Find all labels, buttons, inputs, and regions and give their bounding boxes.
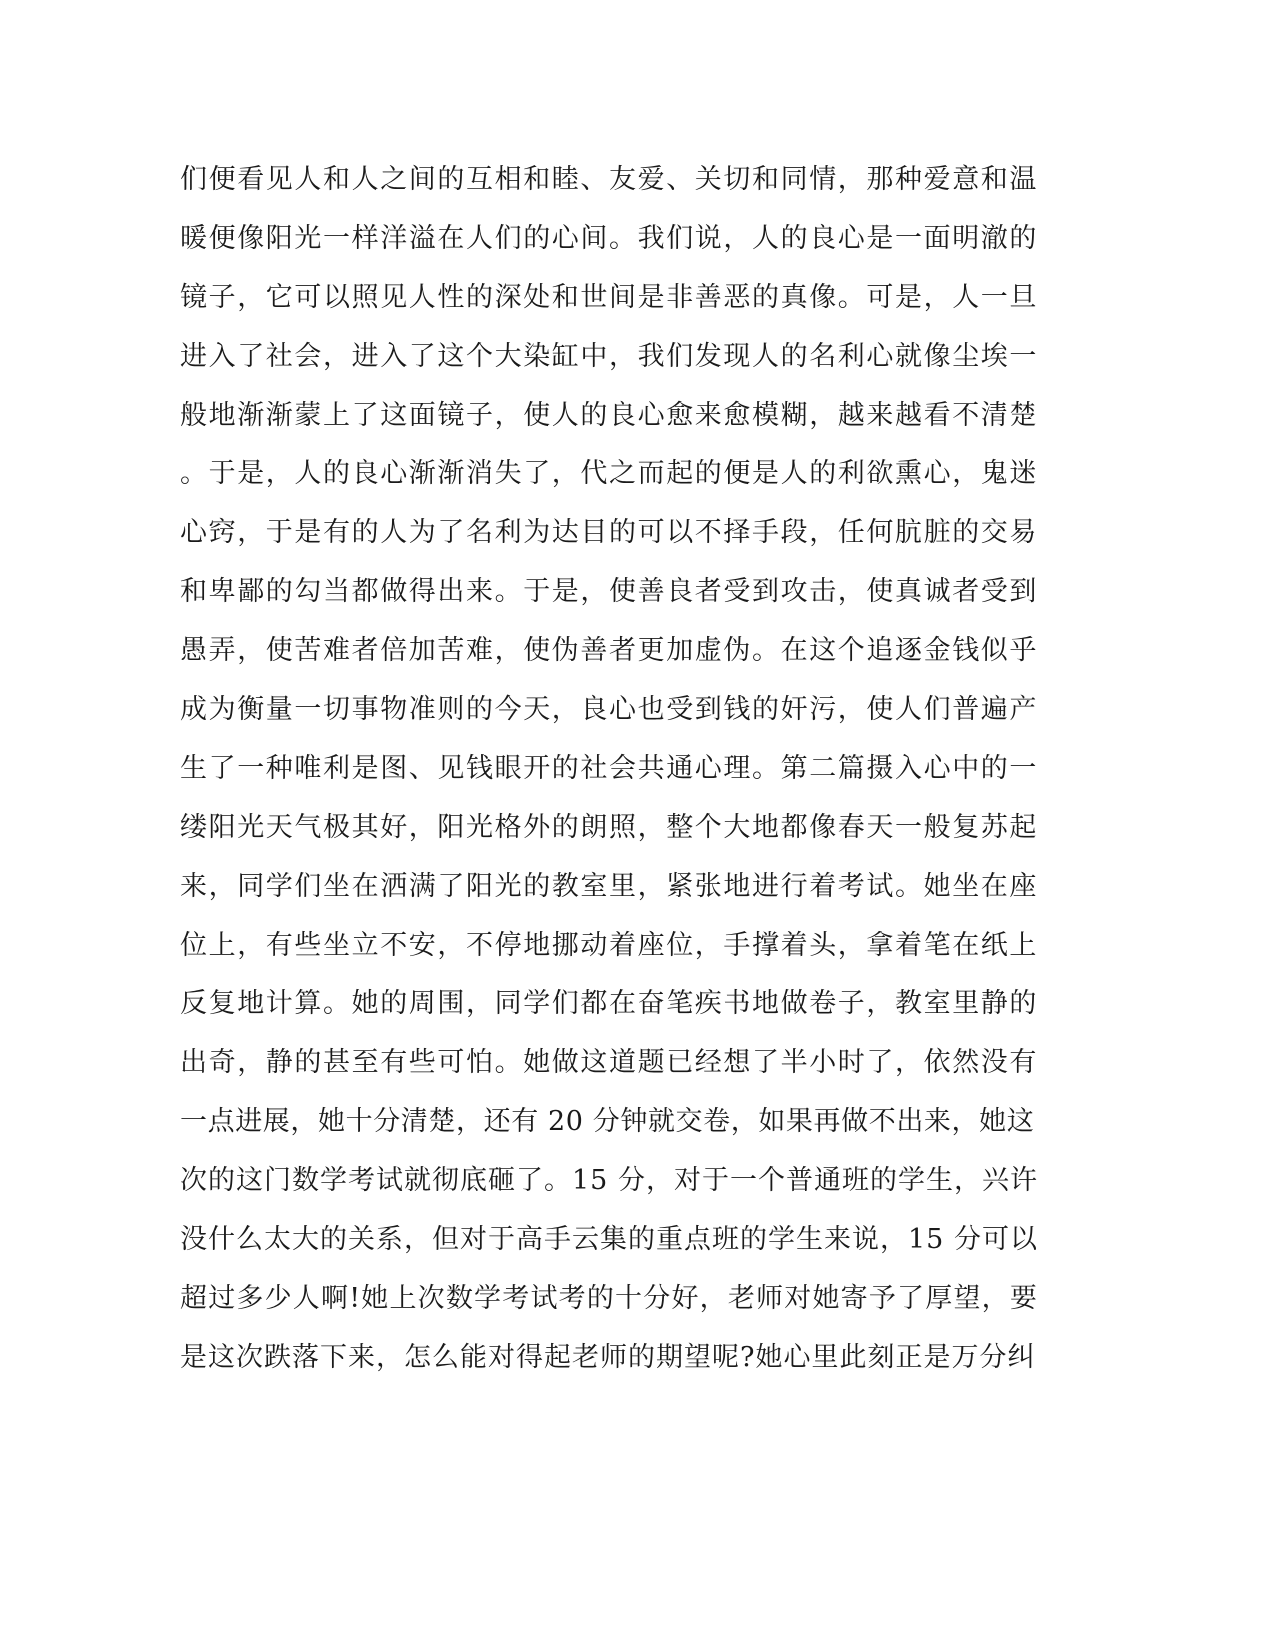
text-line: 位上，有些坐立不安，不停地挪动着座位，手撑着头，拿着笔在纸上: [180, 929, 1038, 961]
text-line: 暖便像阳光一样洋溢在人们的心间。我们说，人的良心是一面明澈的: [180, 222, 1038, 254]
text-line: 生了一种唯利是图、见钱眼开的社会共通心理。第二篇摄入心中的一: [180, 752, 1038, 784]
text-line: 缕阳光天气极其好，阳光格外的朗照，整个大地都像春天一般复苏起: [180, 811, 1038, 843]
text-line: 。于是，人的良心渐渐消失了，代之而起的便是人的利欲熏心，鬼迷: [180, 458, 1038, 490]
text-line: 超过多少人啊!她上次数学考试考的十分好，老师对她寄予了厚望，要: [180, 1282, 1039, 1314]
text-line: 反复地计算。她的周围，同学们都在奋笔疾书地做卷子，教室里静的: [180, 988, 1038, 1020]
text-line: 镜子，它可以照见人性的深处和世间是非善恶的真像。可是，人一旦: [180, 281, 1038, 313]
text-line: 成为衡量一切事物准则的今天，良心也受到钱的奸污，使人们普遍产: [180, 694, 1038, 726]
text-line: 来，同学们坐在洒满了阳光的教室里，紧张地进行着考试。她坐在座: [180, 870, 1038, 902]
text-line: 进入了社会，进入了这个大染缸中，我们发现人的名利心就像尘埃一: [180, 340, 1038, 372]
text-line: 一点进展，她十分清楚，还有 20 分钟就交卷，如果再做不出来，她这: [180, 1106, 1035, 1138]
text-line: 没什么太大的关系，但对于高手云集的重点班的学生来说，15 分可以: [180, 1224, 1038, 1256]
text-line: 般地渐渐蒙上了这面镜子，使人的良心愈来愈模糊，越来越看不清楚: [180, 399, 1038, 431]
text-line: 们便看见人和人之间的互相和睦、友爱、关切和同情，那种爱意和温: [180, 164, 1038, 195]
text-line: 和卑鄙的勾当都做得出来。于是，使善良者受到攻击，使真诚者受到: [180, 576, 1038, 608]
text-line: 心窍，于是有的人为了名利为达目的可以不择手段，任何肮脏的交易: [180, 517, 1038, 549]
text-line: 次的这门数学考试就彻底砸了。15 分，对于一个普通班的学生，兴许: [180, 1165, 1038, 1197]
text-line: 是这次跌落下来，怎么能对得起老师的期望呢?她心里此刻正是万分纠: [180, 1341, 1036, 1373]
body-text: [180, 157, 1040, 1394]
text-line: 出奇，静的甚至有些可怕。她做这道题已经想了半小时了，依然没有: [180, 1047, 1038, 1079]
text-line: 愚弄，使苦难者倍加苦难，使伪善者更加虚伪。在这个追逐金钱似乎: [180, 635, 1038, 667]
